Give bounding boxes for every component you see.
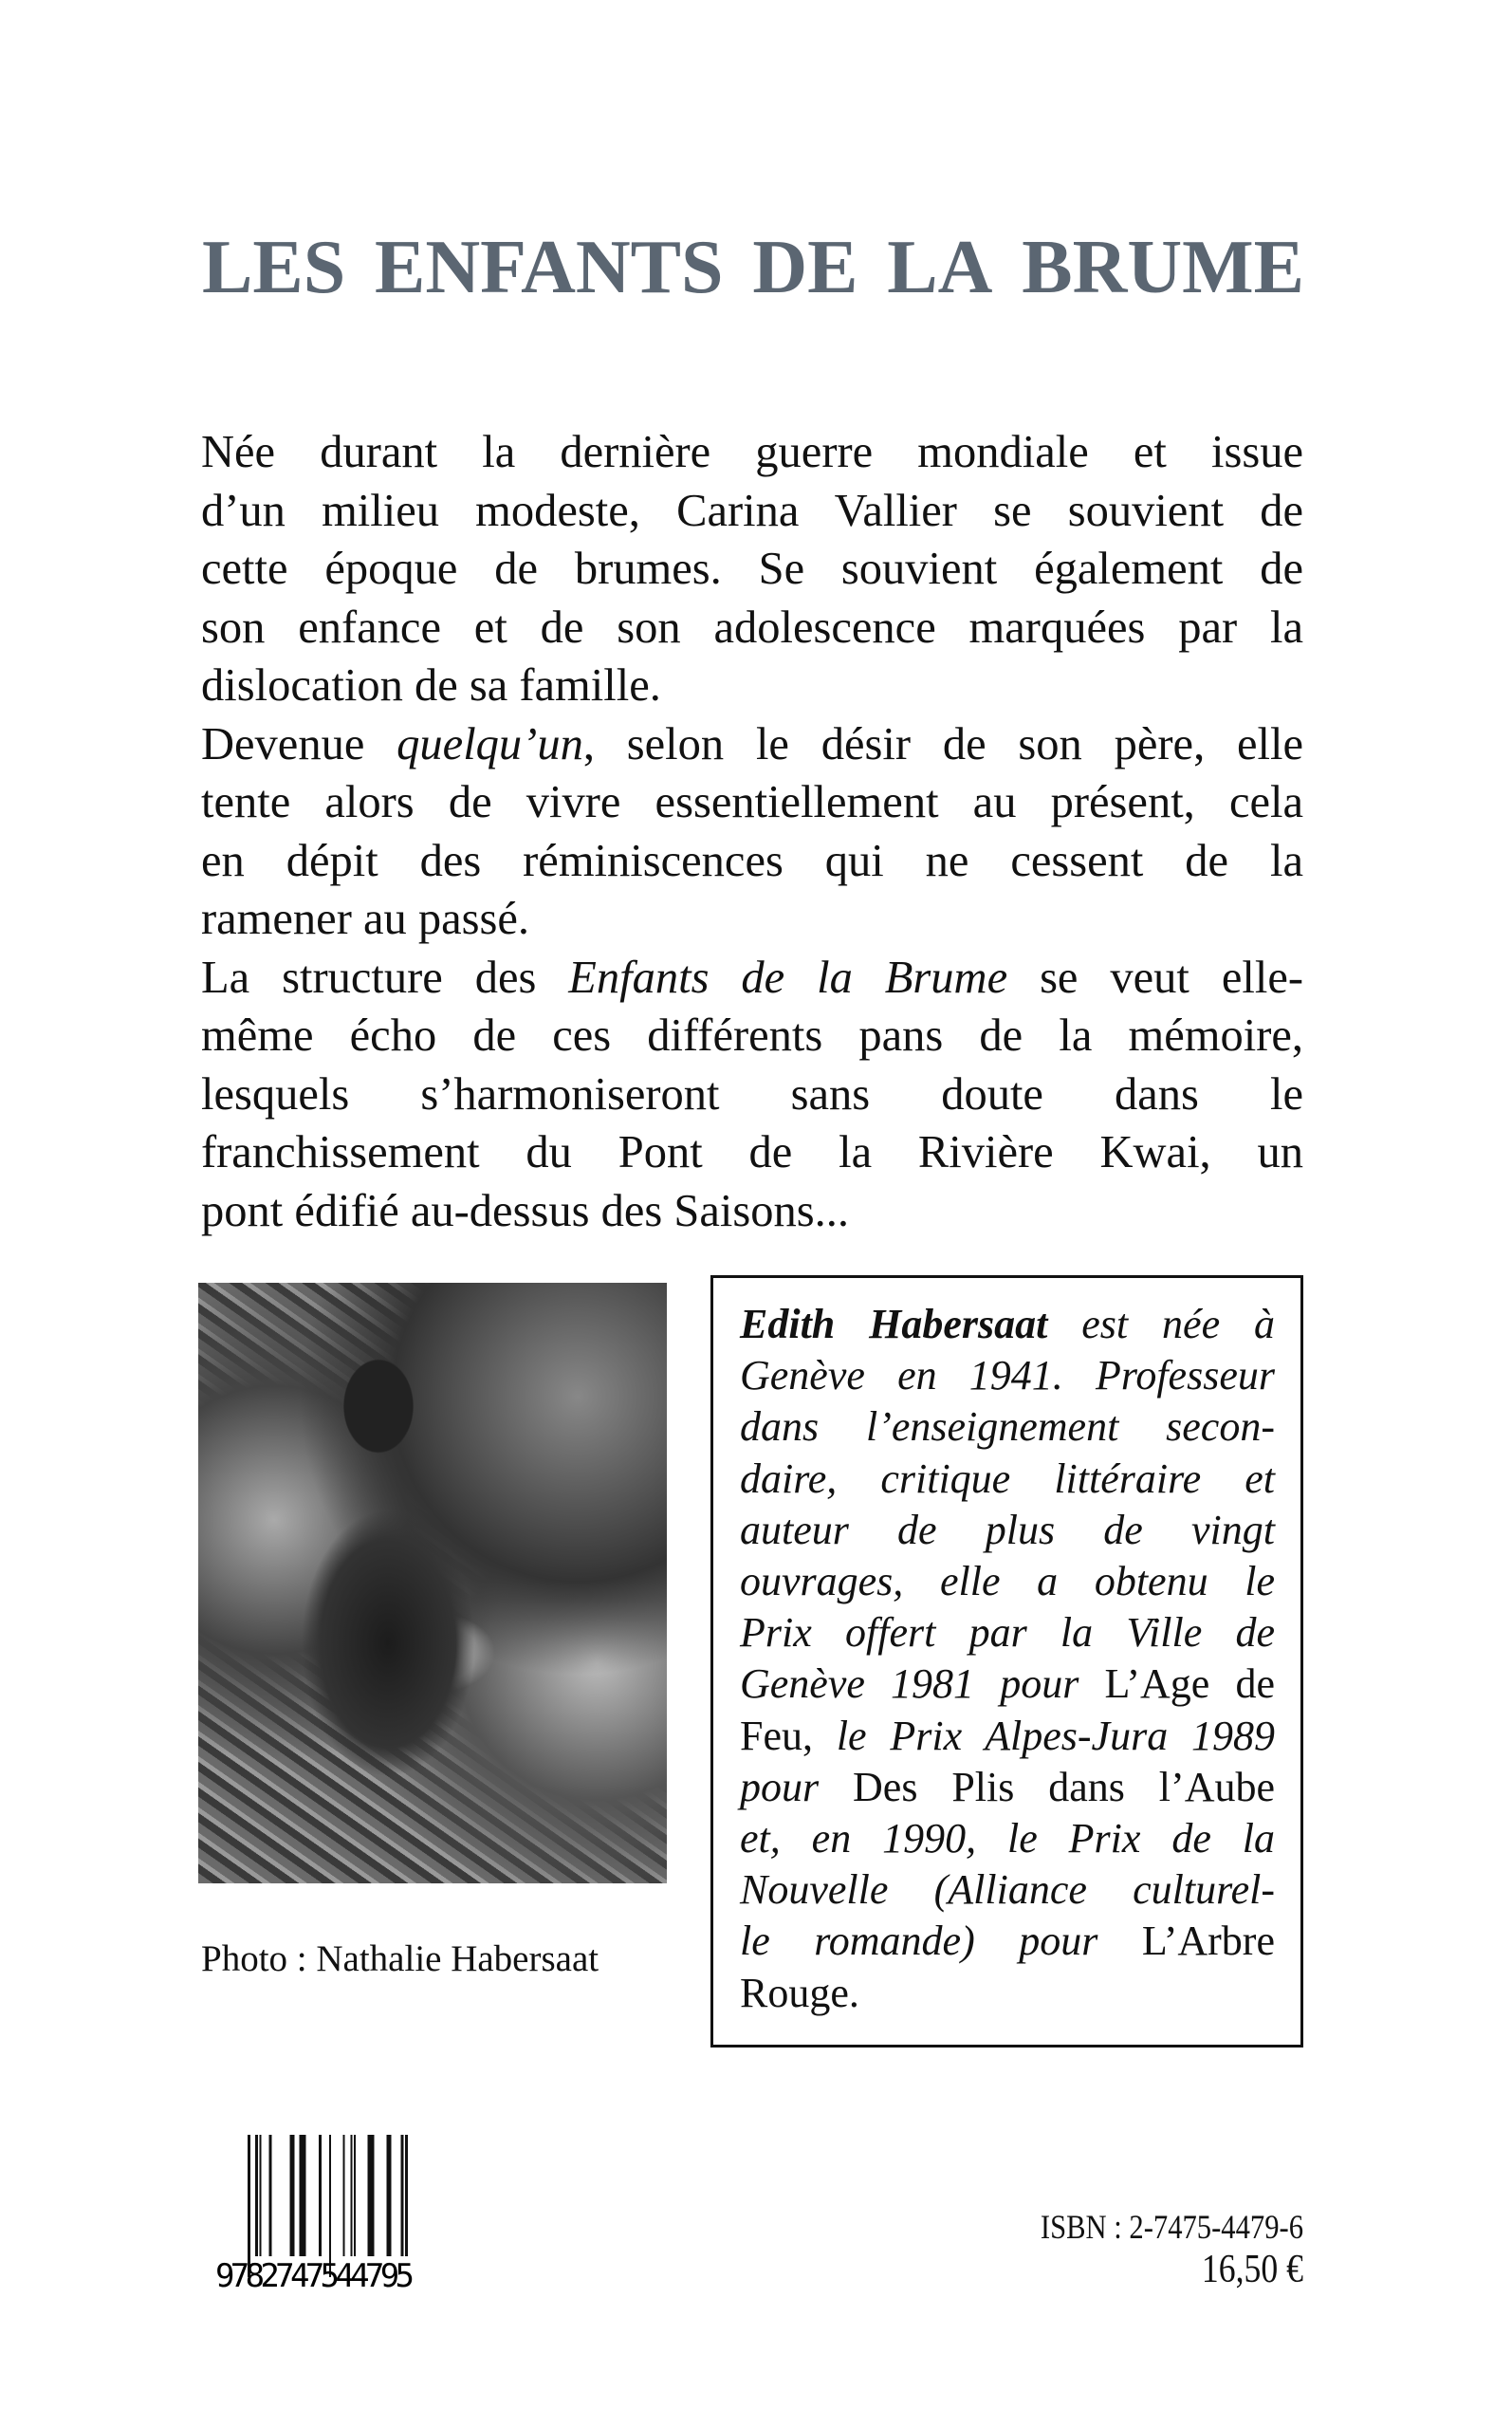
summary-line bbox=[201, 832, 1303, 891]
book-title-text: Rouge. bbox=[740, 1969, 859, 2016]
text: Devenue bbox=[201, 718, 397, 769]
bio-line bbox=[740, 1556, 1275, 1607]
bio-line bbox=[740, 1607, 1275, 1659]
text: franchissement du Pont de la Rivière Kwai, un bbox=[201, 1127, 1303, 1177]
book-title-text: Des Plis dans l’Aube bbox=[853, 1763, 1275, 1810]
barcode-bar bbox=[255, 2135, 258, 2256]
photo-caption: Photo : Nathalie Habersaat bbox=[201, 1938, 599, 1979]
text: Genève en 1941. Professeur bbox=[740, 1352, 1275, 1399]
text: lesquels s’harmoniseront sans doute dans le bbox=[201, 1068, 1303, 1120]
summary-line bbox=[201, 773, 1303, 832]
barcode bbox=[204, 2125, 564, 2296]
summary-line bbox=[201, 482, 1303, 541]
text: et, en 1990, le Prix de la bbox=[740, 1815, 1275, 1862]
isbn: ISBN : 2-7475-4479-6 bbox=[1040, 2208, 1303, 2246]
barcode-bar bbox=[368, 2135, 375, 2256]
text: tente alors de vivre essentiellement au présent, cela bbox=[201, 777, 1303, 827]
text: même écho de ces différents pans de la mémoire, bbox=[201, 1010, 1303, 1061]
book-title bbox=[202, 220, 1304, 315]
barcode-bar bbox=[405, 2135, 408, 2256]
text: Prix offert par la Ville de bbox=[740, 1609, 1275, 1657]
book-summary bbox=[201, 423, 1303, 1240]
title-word: BRUME bbox=[1022, 226, 1304, 309]
bio-line bbox=[740, 1401, 1275, 1453]
text: auteur de plus de vingt bbox=[740, 1506, 1275, 1553]
summary-line bbox=[201, 599, 1303, 658]
price: 16,50 € bbox=[1201, 2248, 1303, 2291]
text: La structure des bbox=[201, 952, 569, 1003]
bio-line bbox=[740, 1864, 1275, 1916]
barcode-bar bbox=[329, 2135, 331, 2277]
text: Genève 1981 pour bbox=[740, 1660, 1105, 1708]
bio-line bbox=[740, 1659, 1275, 1710]
barcode-digits: 9782747544795 bbox=[215, 2257, 415, 2295]
text: Nouvelle (Alliance culturel- bbox=[740, 1866, 1275, 1914]
summary-line bbox=[201, 1182, 1303, 1241]
text: pont édifié au-dessus des Saisons... bbox=[201, 1185, 849, 1236]
text: dans l’enseignement secon- bbox=[740, 1403, 1275, 1451]
italic-text: quelqu’un bbox=[396, 718, 583, 769]
text: son enfance et de son adolescence marquées par la bbox=[201, 602, 1303, 653]
summary-line bbox=[201, 890, 1303, 949]
summary-line bbox=[201, 1007, 1303, 1066]
text: pour bbox=[740, 1763, 854, 1810]
barcode-bar bbox=[290, 2135, 295, 2256]
barcode-bar bbox=[387, 2135, 392, 2256]
text: d’un milieu modeste, Carina Vallier se souvient de bbox=[201, 485, 1303, 536]
barcode-bar bbox=[319, 2135, 322, 2256]
summary-line bbox=[201, 1123, 1303, 1182]
text: ramener au passé. bbox=[201, 894, 530, 944]
barcode-bar bbox=[248, 2135, 250, 2277]
book-title-text: L’Age de bbox=[1104, 1660, 1276, 1708]
text: , selon le désir de son père, elle bbox=[582, 718, 1303, 769]
barcode-bar bbox=[343, 2135, 345, 2256]
text: le romande) pour bbox=[740, 1918, 1142, 1965]
bio-line bbox=[740, 1916, 1275, 1967]
barcode-bar bbox=[354, 2135, 356, 2256]
summary-line bbox=[201, 715, 1303, 774]
bio-line bbox=[740, 1968, 1275, 2019]
barcode-bar bbox=[269, 2135, 272, 2256]
barcode-bar bbox=[260, 2135, 262, 2256]
book-title-text: L’Arbre bbox=[1141, 1918, 1275, 1965]
summary-line bbox=[201, 949, 1303, 1008]
text: cette époque de brumes. Se souvient également de bbox=[201, 544, 1303, 594]
summary-line bbox=[201, 540, 1303, 599]
bio-line bbox=[740, 1505, 1275, 1556]
text: est née à bbox=[1047, 1301, 1275, 1347]
barcode-bar bbox=[401, 2135, 404, 2256]
text: le Prix Alpes-Jura 1989 bbox=[836, 1712, 1275, 1759]
summary-line bbox=[201, 657, 1303, 715]
barcode-bar bbox=[300, 2135, 306, 2256]
text: se veut elle- bbox=[1007, 952, 1303, 1003]
title-word: LA bbox=[887, 226, 993, 309]
title-word: ENFANTS bbox=[375, 226, 724, 309]
text: ouvrages, elle a obtenu le bbox=[740, 1558, 1275, 1605]
text: Née durant la dernière guerre mondiale et issue bbox=[201, 427, 1303, 477]
text: dislocation de sa famille. bbox=[201, 660, 661, 711]
author-name: Edith Habersaat bbox=[740, 1301, 1048, 1347]
author-photo bbox=[198, 1283, 667, 1883]
bio-line bbox=[740, 1762, 1275, 1813]
author-bio-box bbox=[710, 1275, 1303, 2048]
book-title-text: Feu, bbox=[740, 1712, 837, 1759]
text: en dépit des réminiscences qui ne cessent de la bbox=[201, 835, 1303, 886]
bio-line bbox=[740, 1299, 1275, 1350]
bio-line bbox=[740, 1454, 1275, 1505]
title-word: DE bbox=[752, 226, 858, 309]
italic-text: Enfants de la Brume bbox=[568, 952, 1008, 1003]
summary-line bbox=[201, 423, 1303, 482]
bio-line bbox=[740, 1813, 1275, 1864]
barcode-bar bbox=[351, 2135, 353, 2256]
bio-line bbox=[740, 1711, 1275, 1762]
bio-line bbox=[740, 1350, 1275, 1401]
text: daire, critique littéraire et bbox=[740, 1455, 1275, 1502]
summary-line bbox=[201, 1066, 1303, 1124]
title-word: LES bbox=[202, 226, 346, 309]
